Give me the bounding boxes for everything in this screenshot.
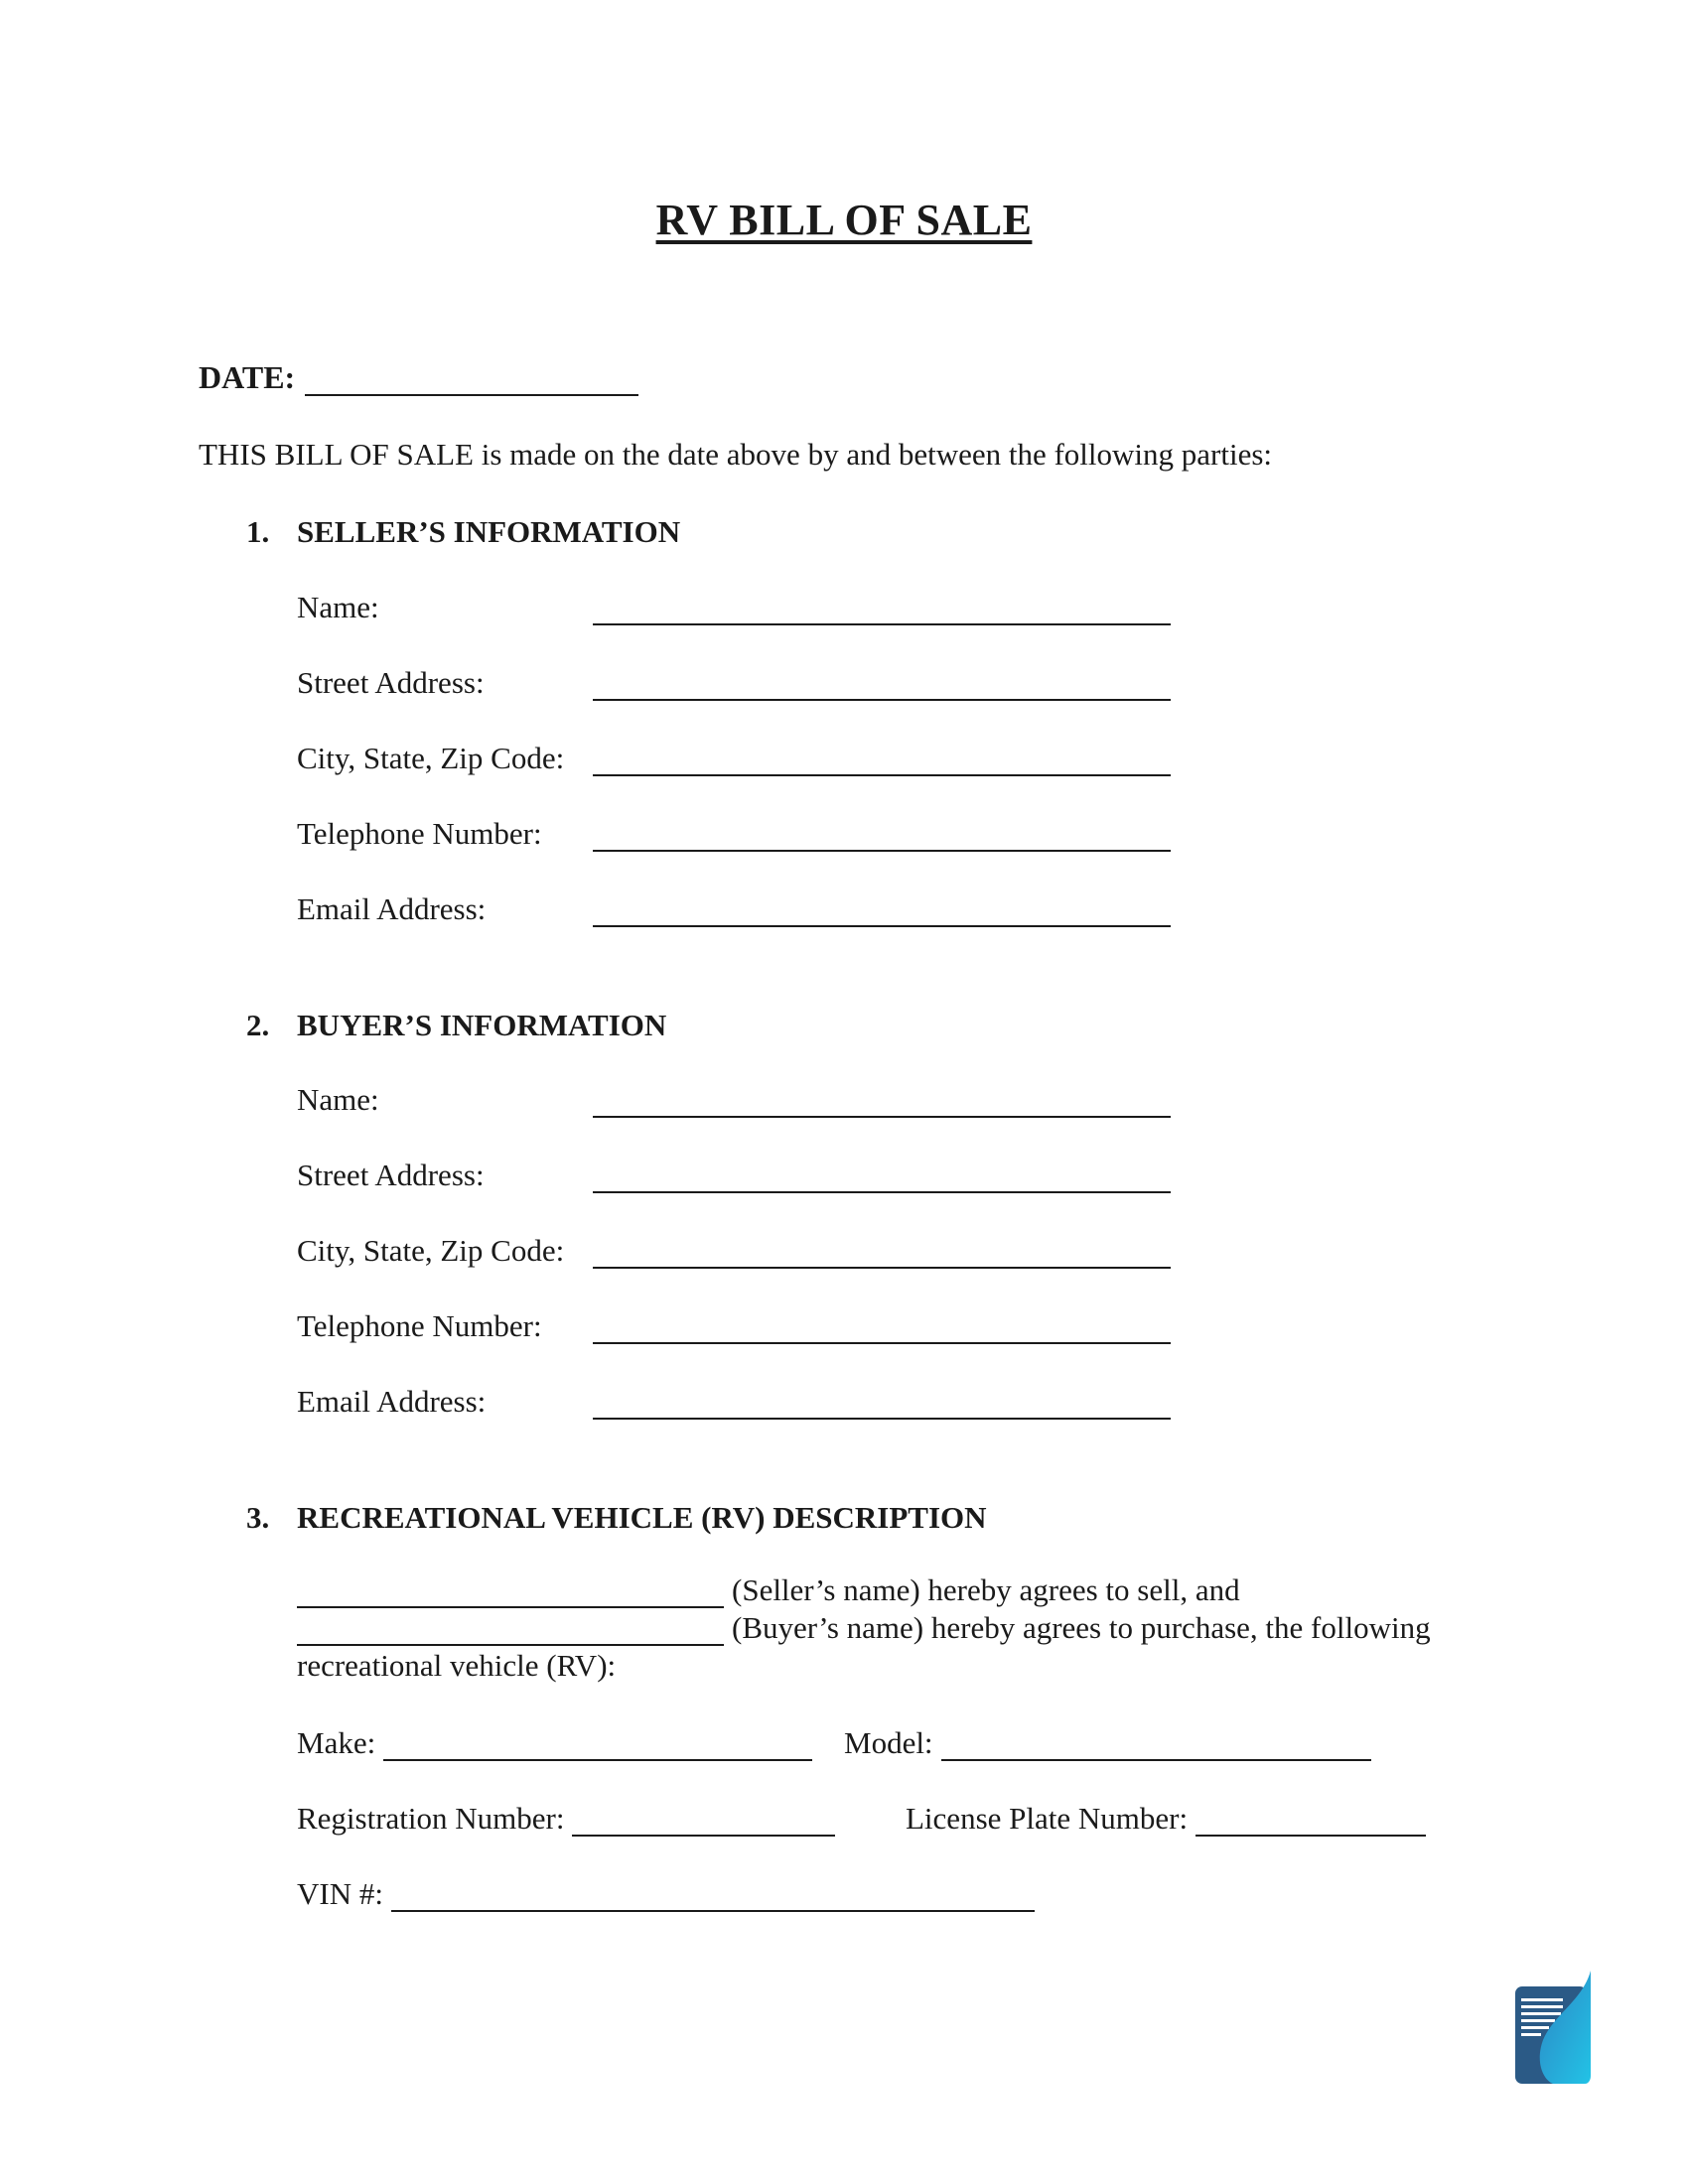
document-title: RV BILL OF SALE [655, 196, 1033, 244]
vin-field[interactable] [391, 1876, 1035, 1912]
model-field[interactable] [941, 1725, 1371, 1761]
seller-phone-row [297, 816, 1171, 852]
field-label: City, State, Zip Code: [297, 741, 565, 775]
rv-section-heading [246, 1500, 987, 1536]
seller-clause-row [297, 1572, 1240, 1608]
make-row [297, 1725, 812, 1761]
document-leaf-icon [1513, 1971, 1593, 2086]
buyer-city-row [297, 1233, 1171, 1269]
field-label: Email Address: [297, 1384, 487, 1419]
field-label: Telephone Number: [297, 816, 542, 851]
vin-label: VIN #: [297, 1876, 383, 1911]
seller-city-row [297, 741, 1171, 776]
seller-name-blank[interactable] [297, 1576, 724, 1608]
buyer-section-heading [246, 1008, 666, 1043]
seller-name-field[interactable] [593, 590, 1171, 625]
seller-name-row [297, 590, 1171, 625]
date-input-line[interactable] [305, 360, 638, 396]
seller-section-heading [246, 514, 680, 550]
plate-field[interactable] [1196, 1801, 1426, 1837]
model-label: Model: [844, 1725, 933, 1760]
seller-city-field[interactable] [593, 741, 1171, 776]
date-row [199, 359, 638, 396]
buyer-name-row [297, 1082, 1171, 1118]
buyer-name-field[interactable] [593, 1082, 1171, 1118]
plate-row [906, 1801, 1426, 1837]
vin-row [297, 1876, 1035, 1912]
make-field[interactable] [383, 1725, 812, 1761]
section-number: 3. [246, 1500, 270, 1535]
registration-field[interactable] [572, 1801, 835, 1837]
plate-label: License Plate Number: [906, 1801, 1189, 1836]
seller-clause-text: (Seller’s name) hereby agrees to sell, and [732, 1572, 1240, 1607]
section-title: BUYER’S INFORMATION [297, 1008, 667, 1042]
buyer-clause-row [297, 1610, 1431, 1646]
buyer-email-row [297, 1384, 1171, 1420]
seller-email-row [297, 891, 1171, 927]
buyer-street-row [297, 1158, 1171, 1193]
buyer-city-field[interactable] [593, 1233, 1171, 1269]
seller-street-row [297, 665, 1171, 701]
field-label: City, State, Zip Code: [297, 1233, 565, 1268]
seller-phone-field[interactable] [593, 816, 1171, 852]
section-number: 1. [246, 514, 270, 549]
seller-street-field[interactable] [593, 665, 1171, 701]
model-row [844, 1725, 1371, 1761]
field-label: Name: [297, 1082, 379, 1117]
field-label: Street Address: [297, 665, 485, 700]
field-label: Email Address: [297, 891, 487, 926]
buyer-phone-row [297, 1308, 1171, 1344]
make-label: Make: [297, 1725, 376, 1760]
buyer-email-field[interactable] [593, 1384, 1171, 1420]
seller-email-field[interactable] [593, 891, 1171, 927]
buyer-clause-text: (Buyer’s name) hereby agrees to purchase, the following [732, 1610, 1431, 1645]
section-number: 2. [246, 1008, 270, 1042]
buyer-name-blank[interactable] [297, 1614, 724, 1646]
buyer-street-field[interactable] [593, 1158, 1171, 1193]
buyer-phone-field[interactable] [593, 1308, 1171, 1344]
registration-row [297, 1801, 835, 1837]
registration-label: Registration Number: [297, 1801, 565, 1836]
date-label: DATE: [199, 359, 296, 395]
section-title: SELLER’S INFORMATION [297, 514, 681, 549]
field-label: Street Address: [297, 1158, 485, 1192]
vehicle-line-text: recreational vehicle (RV): [297, 1648, 617, 1683]
field-label: Name: [297, 590, 379, 624]
field-label: Telephone Number: [297, 1308, 542, 1343]
intro-text: THIS BILL OF SALE is made on the date above by and between the following parties: [199, 437, 1273, 472]
section-title: RECREATIONAL VEHICLE (RV) DESCRIPTION [297, 1500, 987, 1535]
